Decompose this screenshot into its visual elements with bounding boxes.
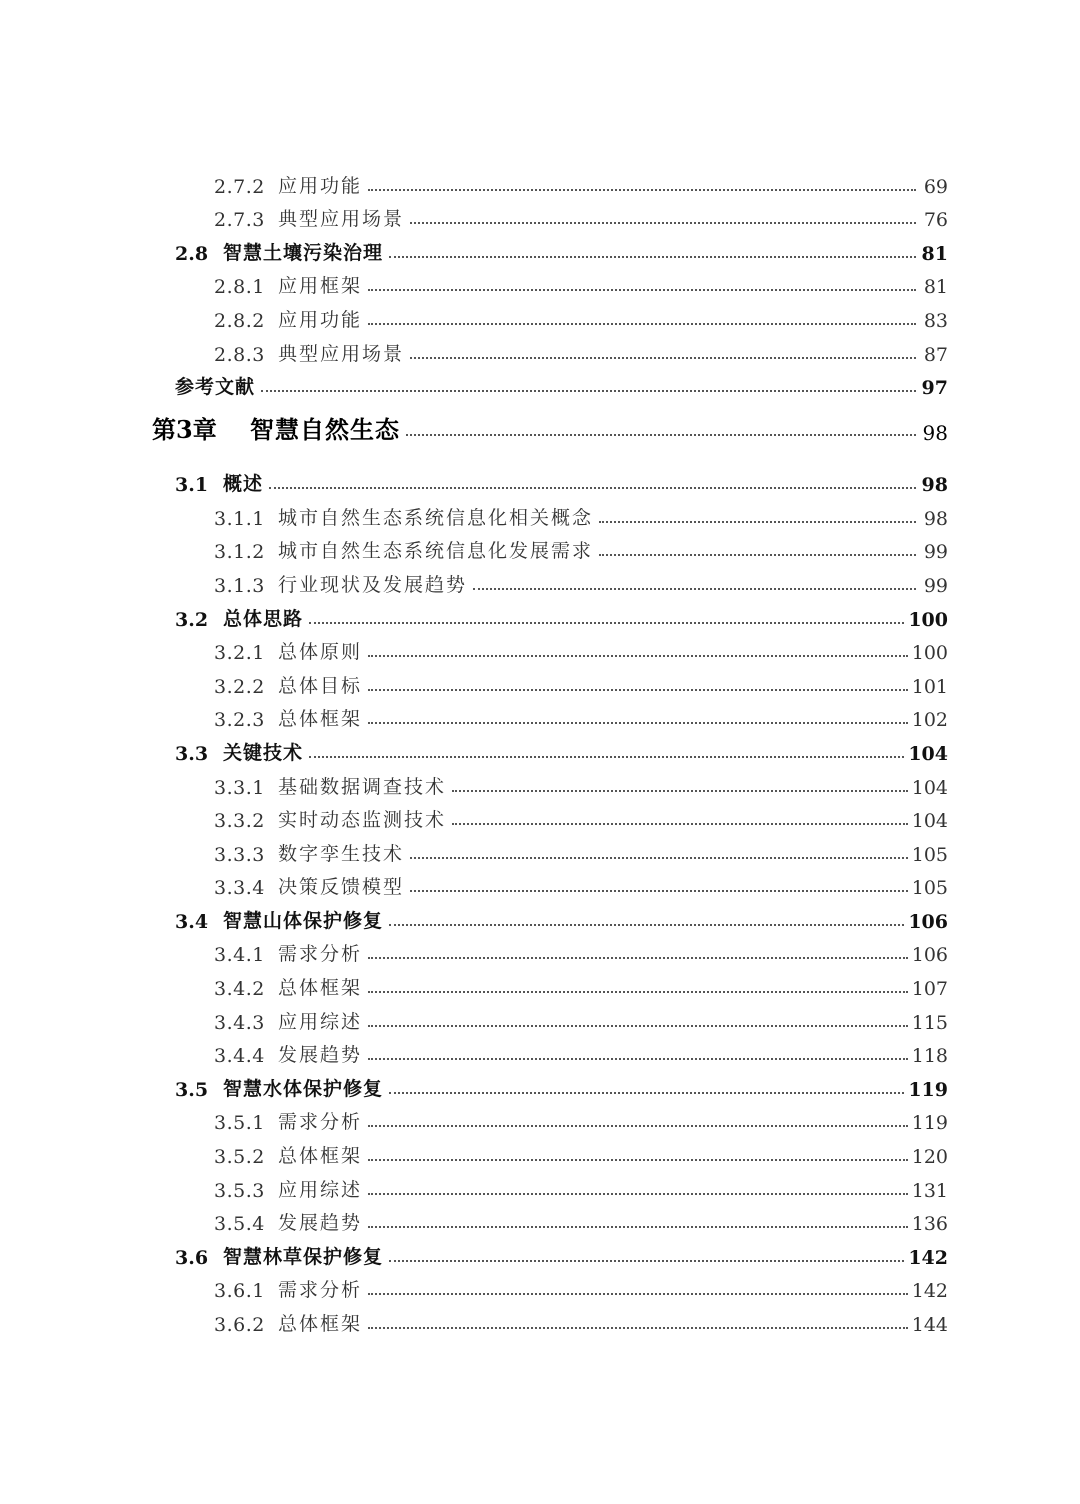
dot-leader bbox=[410, 889, 908, 892]
toc-entry-number: 3.2.2 bbox=[214, 675, 265, 698]
toc-entry-number: 3.5.3 bbox=[214, 1179, 265, 1202]
toc-entry-title: 数字孪生技术 bbox=[278, 842, 405, 865]
toc-entry-title: 发展趋势 bbox=[278, 1212, 363, 1235]
dot-leader bbox=[410, 356, 916, 359]
toc-entry-page: 142 bbox=[911, 1280, 948, 1303]
dot-leader bbox=[309, 621, 904, 624]
dot-leader bbox=[410, 856, 908, 859]
toc-entry[interactable] bbox=[0, 366, 1080, 400]
dot-leader bbox=[368, 1024, 908, 1027]
toc-entry-number: 3.4.1 bbox=[214, 944, 265, 967]
toc-entry[interactable] bbox=[0, 799, 1080, 833]
toc-entry-title: 典型应用场景 bbox=[278, 208, 405, 231]
dot-leader bbox=[452, 789, 908, 792]
toc-entry-number: 3.2.1 bbox=[214, 642, 265, 665]
toc-entry-page: 102 bbox=[911, 709, 948, 732]
toc-entry[interactable] bbox=[0, 966, 1080, 1000]
toc-entry-title: 应用框架 bbox=[278, 275, 363, 298]
dot-leader bbox=[452, 822, 908, 825]
toc-entry-title: 智慧自然生态 bbox=[250, 415, 400, 445]
table-of-contents bbox=[0, 164, 1080, 1336]
toc-entry[interactable] bbox=[0, 1302, 1080, 1336]
toc-entry-number: 3.6.1 bbox=[214, 1280, 265, 1303]
toc-entry[interactable] bbox=[0, 1235, 1080, 1269]
toc-entry-page: 105 bbox=[911, 877, 948, 900]
toc-entry-title: 总体框架 bbox=[278, 977, 363, 1000]
dot-leader bbox=[368, 1225, 908, 1228]
toc-entry[interactable] bbox=[0, 198, 1080, 232]
toc-entry-page: 83 bbox=[923, 309, 948, 332]
toc-entry-title: 智慧土壤污染治理 bbox=[223, 241, 384, 264]
dot-leader bbox=[410, 221, 916, 224]
toc-entry[interactable] bbox=[0, 731, 1080, 765]
toc-entry-page: 98 bbox=[921, 474, 948, 497]
toc-entry[interactable] bbox=[0, 164, 1080, 198]
toc-entry-page: 107 bbox=[911, 978, 948, 1001]
toc-entry-page: 98 bbox=[922, 421, 948, 446]
toc-entry[interactable] bbox=[0, 496, 1080, 530]
toc-entry-number: 2.8.2 bbox=[214, 309, 265, 332]
dot-leader bbox=[368, 1326, 908, 1329]
toc-entry-number: 3.1.3 bbox=[214, 574, 265, 597]
toc-entry-number: 2.7.2 bbox=[214, 175, 265, 198]
toc-entry[interactable] bbox=[0, 933, 1080, 967]
toc-entry-page: 81 bbox=[923, 276, 948, 299]
toc-entry-page: 97 bbox=[921, 377, 948, 400]
toc-entry-number: 3.3.4 bbox=[214, 877, 265, 900]
toc-entry-page: 136 bbox=[911, 1213, 948, 1236]
toc-entry-page: 104 bbox=[911, 810, 948, 833]
dot-leader bbox=[389, 1091, 904, 1094]
toc-entry-page: 99 bbox=[923, 574, 948, 597]
toc-entry-number: 3.5.1 bbox=[214, 1112, 265, 1135]
dot-leader bbox=[368, 188, 916, 191]
toc-entry-page: 105 bbox=[911, 843, 948, 866]
toc-entry[interactable] bbox=[0, 298, 1080, 332]
toc-entry-number: 3.5 bbox=[175, 1078, 209, 1101]
toc-entry-title: 参考文献 bbox=[175, 376, 256, 399]
toc-entry[interactable] bbox=[0, 899, 1080, 933]
toc-entry-number: 3.6 bbox=[175, 1246, 209, 1269]
toc-entry-title: 关键技术 bbox=[223, 741, 304, 764]
toc-entry-number: 第3章 bbox=[152, 415, 217, 445]
toc-entry[interactable] bbox=[0, 664, 1080, 698]
toc-entry-number: 2.7.3 bbox=[214, 209, 265, 232]
toc-entry-title: 城市自然生态系统信息化发展需求 bbox=[278, 540, 594, 563]
toc-entry-page: 100 bbox=[908, 608, 948, 631]
toc-entry-page: 120 bbox=[911, 1146, 948, 1169]
toc-entry-page: 142 bbox=[908, 1246, 948, 1269]
toc-entry[interactable] bbox=[0, 265, 1080, 299]
toc-entry-number: 3.3.3 bbox=[214, 843, 265, 866]
toc-entry-title: 智慧山体保护修复 bbox=[223, 909, 384, 932]
toc-entry[interactable] bbox=[0, 866, 1080, 900]
dot-leader bbox=[368, 688, 908, 691]
toc-entry-page: 104 bbox=[911, 776, 948, 799]
toc-entry-title: 应用功能 bbox=[278, 308, 363, 331]
toc-entry-number: 3.6.2 bbox=[214, 1314, 265, 1336]
toc-entry-title: 城市自然生态系统信息化相关概念 bbox=[278, 506, 594, 529]
toc-entry-number: 3.4.4 bbox=[214, 1045, 265, 1068]
toc-entry-page: 87 bbox=[923, 343, 948, 366]
toc-entry-number: 3.1 bbox=[175, 474, 209, 497]
dot-leader bbox=[261, 389, 916, 392]
toc-entry-title: 决策反馈模型 bbox=[278, 876, 405, 899]
dot-leader bbox=[368, 322, 916, 325]
dot-leader bbox=[368, 721, 908, 724]
toc-entry-number: 3.4 bbox=[175, 910, 209, 933]
toc-entry-title: 总体框架 bbox=[278, 1313, 363, 1335]
toc-entry-number: 3.5.4 bbox=[214, 1213, 265, 1236]
toc-entry-title: 概述 bbox=[223, 473, 264, 496]
dot-leader bbox=[473, 587, 916, 590]
toc-entry-title: 基础数据调查技术 bbox=[278, 775, 447, 798]
toc-entry-page: 144 bbox=[911, 1314, 948, 1336]
dot-leader bbox=[406, 433, 916, 436]
toc-entry[interactable] bbox=[0, 765, 1080, 799]
dot-leader bbox=[368, 1292, 908, 1295]
dot-leader bbox=[368, 1192, 908, 1195]
toc-entry-number: 3.2.3 bbox=[214, 709, 265, 732]
toc-entry[interactable] bbox=[0, 1067, 1080, 1101]
toc-entry[interactable] bbox=[0, 832, 1080, 866]
toc-entry-page: 131 bbox=[911, 1179, 948, 1202]
toc-entry-page: 118 bbox=[911, 1045, 948, 1068]
toc-entry[interactable] bbox=[0, 399, 1080, 447]
dot-leader bbox=[599, 520, 916, 523]
toc-entry-number: 2.8.3 bbox=[214, 343, 265, 366]
toc-entry-page: 100 bbox=[911, 642, 948, 665]
toc-entry[interactable] bbox=[0, 447, 1080, 496]
toc-entry-title: 需求分析 bbox=[278, 1111, 363, 1134]
toc-entry-title: 应用综述 bbox=[278, 1010, 363, 1033]
toc-entry-title: 总体思路 bbox=[223, 607, 304, 630]
toc-entry-page: 119 bbox=[908, 1078, 948, 1101]
toc-entry-page: 106 bbox=[908, 910, 948, 933]
dot-leader bbox=[368, 956, 908, 959]
dot-leader bbox=[368, 1057, 908, 1060]
toc-entry-title: 需求分析 bbox=[278, 1279, 363, 1302]
dot-leader bbox=[368, 1124, 908, 1127]
dot-leader bbox=[389, 1259, 904, 1262]
toc-entry-number: 3.5.2 bbox=[214, 1146, 265, 1169]
dot-leader bbox=[368, 1158, 908, 1161]
toc-entry[interactable] bbox=[0, 1134, 1080, 1168]
toc-entry[interactable] bbox=[0, 1168, 1080, 1202]
toc-entry-page: 69 bbox=[923, 175, 948, 198]
toc-entry-page: 106 bbox=[911, 944, 948, 967]
toc-entry[interactable] bbox=[0, 1269, 1080, 1303]
toc-entry-title: 总体框架 bbox=[278, 1145, 363, 1168]
toc-entry[interactable] bbox=[0, 1101, 1080, 1135]
toc-entry[interactable] bbox=[0, 1034, 1080, 1068]
toc-entry[interactable] bbox=[0, 597, 1080, 631]
toc-entry-title: 典型应用场景 bbox=[278, 342, 405, 365]
toc-entry-title: 需求分析 bbox=[278, 943, 363, 966]
toc-entry[interactable] bbox=[0, 631, 1080, 665]
toc-entry-page: 99 bbox=[923, 541, 948, 564]
toc-entry[interactable] bbox=[0, 530, 1080, 564]
toc-entry[interactable] bbox=[0, 231, 1080, 265]
toc-entry-number: 3.3.2 bbox=[214, 810, 265, 833]
toc-entry-number: 3.3.1 bbox=[214, 776, 265, 799]
toc-entry-page: 101 bbox=[911, 675, 948, 698]
toc-entry-number: 3.2 bbox=[175, 608, 209, 631]
toc-entry-title: 实时动态监测技术 bbox=[278, 809, 447, 832]
toc-entry-title: 总体框架 bbox=[278, 708, 363, 731]
toc-entry-title: 应用综述 bbox=[278, 1178, 363, 1201]
toc-entry-title: 智慧林草保护修复 bbox=[223, 1245, 384, 1268]
toc-entry-number: 2.8.1 bbox=[214, 276, 265, 299]
toc-entry-number: 3.4.2 bbox=[214, 978, 265, 1001]
toc-entry-title: 总体原则 bbox=[278, 641, 363, 664]
dot-leader bbox=[389, 923, 904, 926]
toc-entry-title: 应用功能 bbox=[278, 174, 363, 197]
toc-entry[interactable] bbox=[0, 1000, 1080, 1034]
dot-leader bbox=[389, 255, 916, 258]
toc-entry[interactable] bbox=[0, 1202, 1080, 1236]
toc-entry-number: 3.4.3 bbox=[214, 1011, 265, 1034]
toc-entry-page: 115 bbox=[911, 1011, 948, 1034]
dot-leader bbox=[269, 486, 916, 489]
toc-entry-page: 76 bbox=[923, 209, 948, 232]
dot-leader bbox=[368, 654, 908, 657]
toc-entry-page: 81 bbox=[921, 242, 948, 265]
toc-entry-number: 2.8 bbox=[175, 242, 209, 265]
dot-leader bbox=[368, 288, 916, 291]
dot-leader bbox=[368, 990, 908, 993]
toc-entry-title: 智慧水体保护修复 bbox=[223, 1077, 384, 1100]
dot-leader bbox=[599, 553, 916, 556]
toc-entry-title: 发展趋势 bbox=[278, 1044, 363, 1067]
toc-entry[interactable] bbox=[0, 332, 1080, 366]
toc-entry-number: 3.1.2 bbox=[214, 541, 265, 564]
dot-leader bbox=[309, 755, 904, 758]
toc-entry-page: 119 bbox=[911, 1112, 948, 1135]
toc-entry[interactable] bbox=[0, 563, 1080, 597]
toc-entry-page: 104 bbox=[908, 742, 948, 765]
toc-entry-number: 3.3 bbox=[175, 742, 209, 765]
toc-entry-title: 行业现状及发展趋势 bbox=[278, 573, 468, 596]
toc-entry-number: 3.1.1 bbox=[214, 507, 265, 530]
toc-entry[interactable] bbox=[0, 698, 1080, 732]
toc-entry-title: 总体目标 bbox=[278, 674, 363, 697]
toc-entry-page: 98 bbox=[923, 507, 948, 530]
